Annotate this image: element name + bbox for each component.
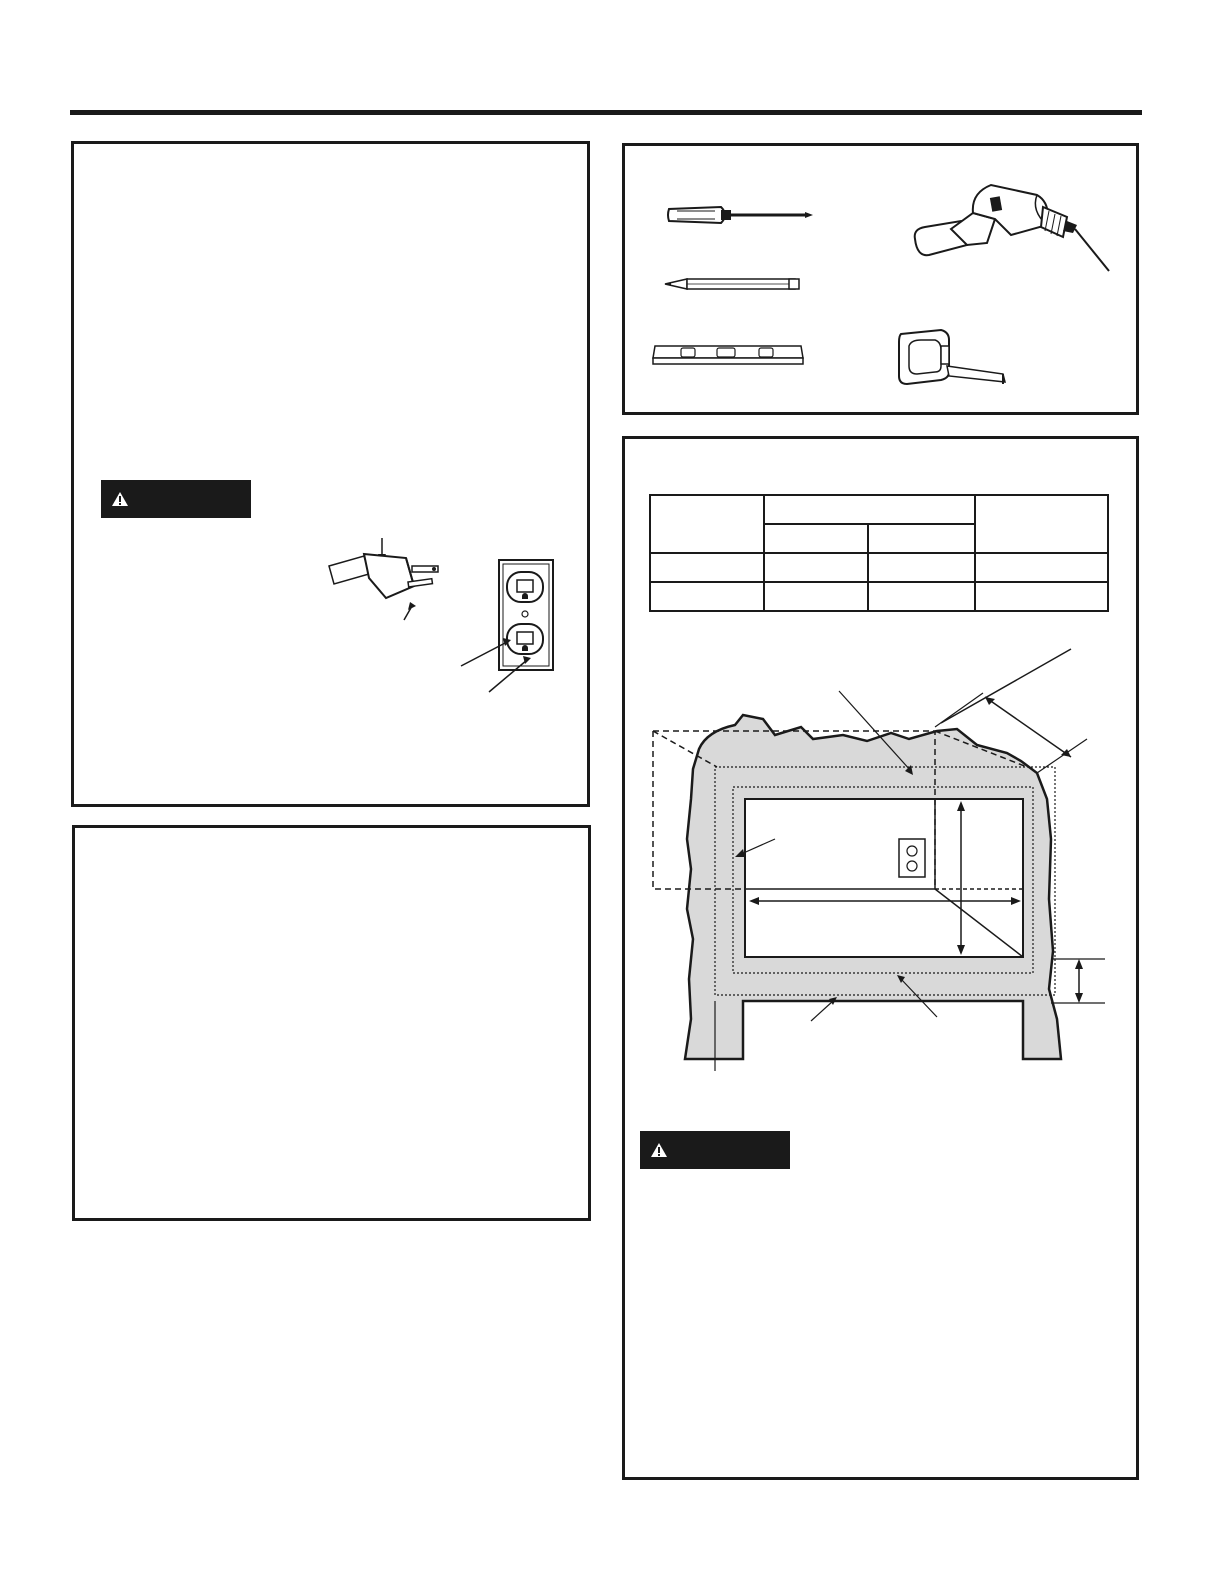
- table-cell: [975, 582, 1108, 611]
- table-cell: [764, 553, 868, 582]
- cutout-dimensions-panel: [622, 436, 1139, 1480]
- table-cell: [975, 495, 1108, 553]
- cutout-dimension-table: [649, 494, 1109, 612]
- table-row: [650, 553, 1108, 582]
- table-cell: [868, 582, 976, 611]
- table-row: [650, 582, 1108, 611]
- table-cell: [868, 553, 976, 582]
- table-cell: [650, 553, 764, 582]
- table-cell: [650, 495, 764, 553]
- table-cell: [868, 524, 976, 553]
- cabinet-cutout-diagram: [647, 689, 1127, 1079]
- warning-triangle-icon: [111, 491, 129, 507]
- level-icon: [651, 342, 811, 372]
- table-cell: [975, 553, 1108, 582]
- pencil-icon: [663, 274, 813, 294]
- drill-icon: [911, 179, 1121, 279]
- table-cell: [764, 495, 976, 524]
- tape-measure-icon: [891, 326, 1021, 396]
- electrical-requirements-panel: [71, 141, 590, 807]
- warning-triangle-icon: [650, 1142, 668, 1158]
- table-cell: [764, 582, 868, 611]
- warning-badge: [101, 480, 251, 518]
- installation-notes-panel: [72, 825, 591, 1221]
- warning-badge: [640, 1131, 790, 1169]
- table-cell: [650, 582, 764, 611]
- table-cell: [764, 524, 868, 553]
- grounding-plug-illustration: [324, 536, 464, 626]
- grounded-outlet-illustration: [459, 558, 579, 698]
- table-row: [650, 495, 1108, 524]
- tools-needed-panel: [622, 143, 1139, 415]
- screwdriver-icon: [667, 201, 817, 231]
- top-rule: [70, 110, 1142, 115]
